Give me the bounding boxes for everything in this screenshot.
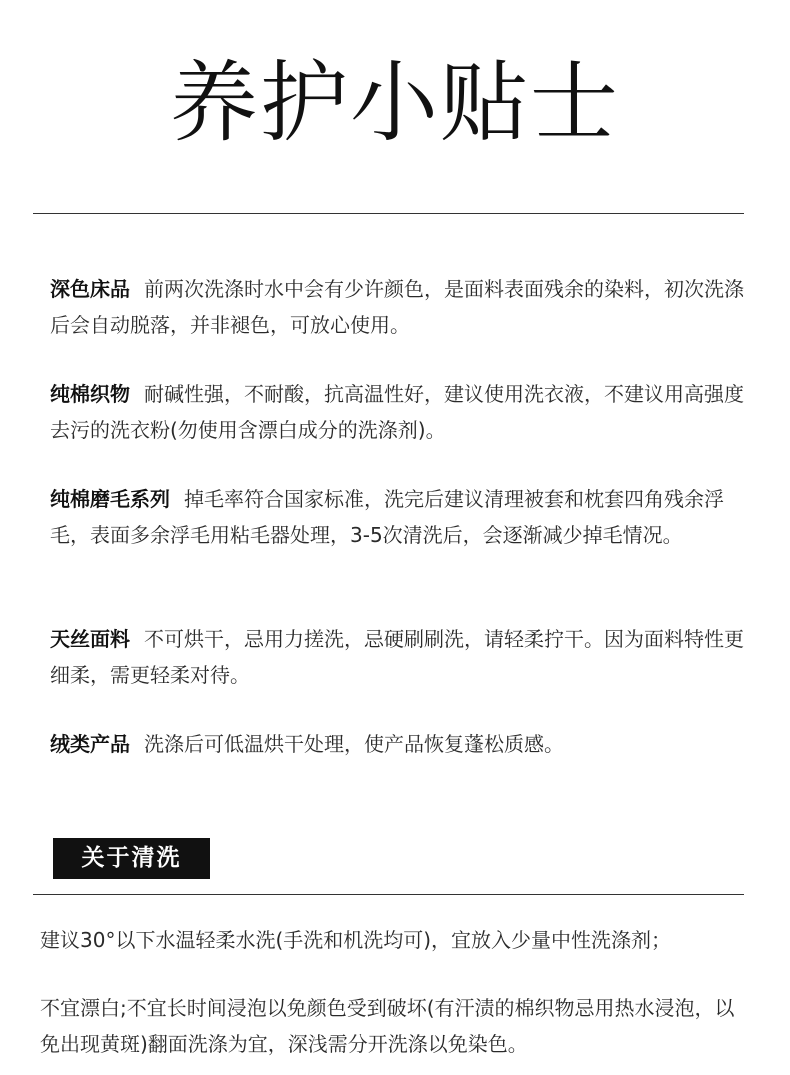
tip-text: 掉毛率符合国家标准，洗完后建议清理被套和枕套四角残余浮毛，表面多余浮毛用粘毛器处理，3-5次清洗后，会逐渐减少掉毛情况。 xyxy=(50,487,724,547)
tip-label: 纯棉织物 xyxy=(50,382,130,406)
wash-section-heading: 关于清洗 xyxy=(53,838,210,879)
wash-paragraph: 不宜漂白;不宜长时间浸泡以免颜色受到破坏(有汗渍的棉织物忌用热水浸泡，以免出现黄斑)翻面洗涤为宜，深浅需分开洗涤以免染色。 xyxy=(40,996,735,1056)
tip-plush-products xyxy=(50,726,750,762)
tip-text: 耐碱性强，不耐酸，抗高温性好，建议使用洗衣液，不建议用高强度去污的洗衣粉(勿使用含漂白成分的洗涤剂)。 xyxy=(50,382,744,442)
tip-brushed-cotton xyxy=(50,481,750,553)
tip-text: 不可烘干，忌用力搓洗，忌硬刷刷洗，请轻柔拧干。因为面料特性更细柔，需更轻柔对待。 xyxy=(50,627,744,687)
tip-label: 深色床品 xyxy=(50,277,130,301)
tip-tencel-fabric xyxy=(50,621,750,693)
page-title: 养护小贴士 xyxy=(169,51,620,154)
tip-dark-bedding xyxy=(50,271,750,343)
wash-section-divider xyxy=(33,894,744,895)
tip-label: 纯棉磨毛系列 xyxy=(50,487,170,511)
title-divider xyxy=(33,213,744,214)
tip-text: 洗涤后可低温烘干处理，使产品恢复蓬松质感。 xyxy=(144,732,564,756)
tip-text: 前两次洗涤时水中会有少许颜色，是面料表面残余的染料，初次洗涤后会自动脱落，并非褪色，可放心使用。 xyxy=(50,277,744,337)
wash-paragraph: 建议30°以下水温轻柔水洗(手洗和机洗均可)，宜放入少量中性洗涤剂； xyxy=(40,928,672,952)
tip-label: 天丝面料 xyxy=(50,627,130,651)
tip-cotton-fabric xyxy=(50,376,750,448)
tip-label: 绒类产品 xyxy=(50,732,130,756)
